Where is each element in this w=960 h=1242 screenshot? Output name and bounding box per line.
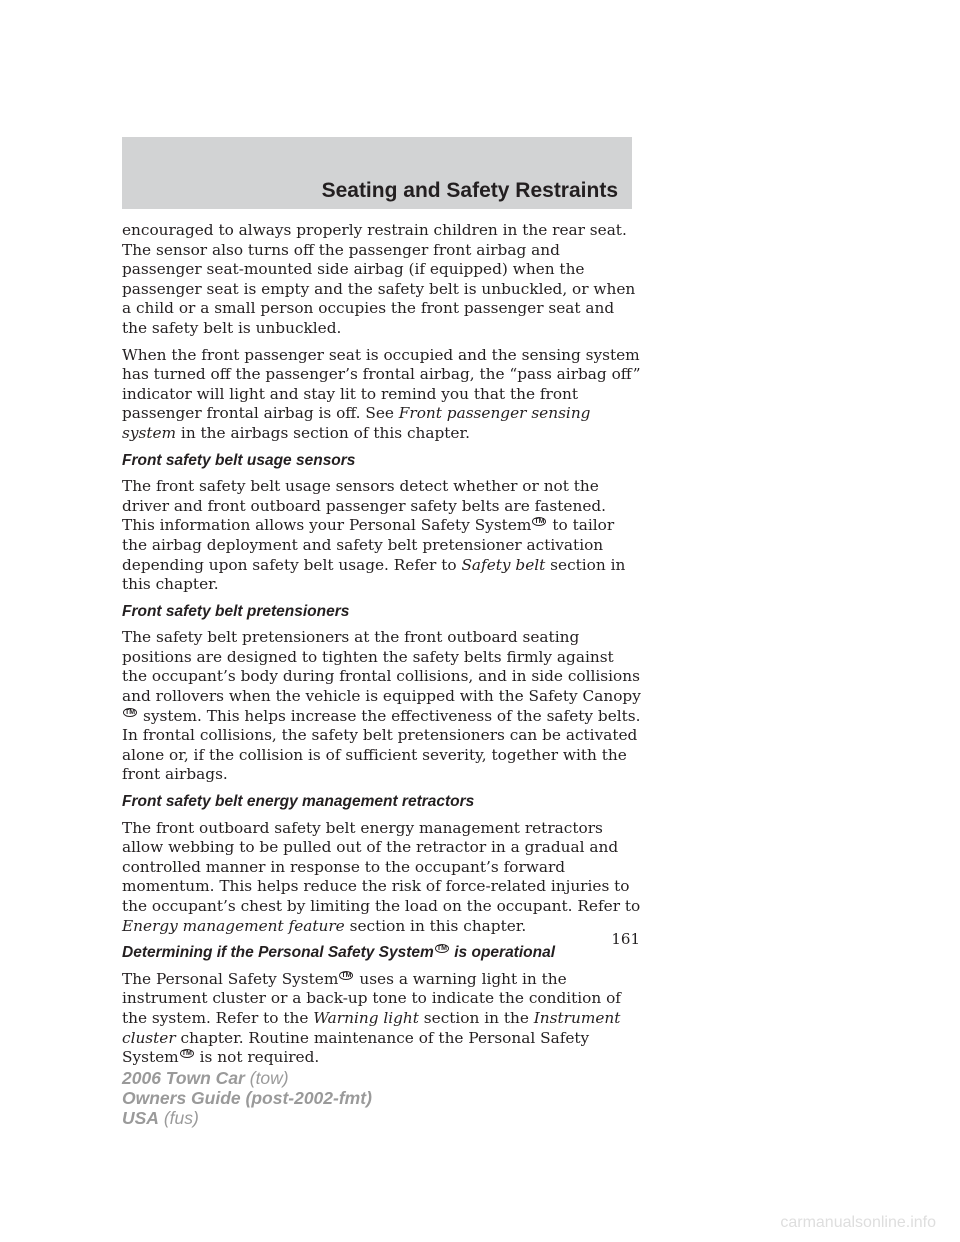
cross-reference-link[interactable]: Energy management feature — [122, 916, 345, 935]
trademark-icon: TM — [436, 945, 447, 953]
chapter-header-band — [122, 137, 632, 209]
section-heading-pretensioners: Front safety belt pretensioners — [122, 602, 350, 620]
paragraph-operational: The Personal Safety System TM uses a warning light in the instrument cluster or a back-up tone to indicate the condition of the system. Refer to the Warning light section in the Instrument cluster chapter. Routine maintenance of the Personal Safety System TM is not required. — [122, 969, 621, 1067]
trademark-icon: TM — [125, 708, 136, 716]
section-heading-usage-sensors: Front safety belt usage sensors — [122, 451, 356, 469]
footer-line-guide: Owners Guide (post-2002-fmt) — [122, 1088, 372, 1108]
page-number: 161 — [611, 930, 640, 948]
chapter-title: Seating and Safety Restraints — [321, 179, 618, 202]
trademark-icon: TM — [341, 971, 352, 979]
trademark-icon: TM — [534, 518, 545, 526]
section-heading-retractors: Front safety belt energy management retractors — [122, 793, 475, 811]
paragraph-usage-sensors: The front safety belt usage sensors detect whether or not the driver and front outboard passenger safety belts are fastened. This information allows your Personal Safety System TM to tailor the airbag deployment and safety belt pretensioner activation depending upon safety belt usage. Refer to Safety belt section in this chapter. — [122, 477, 626, 594]
paragraph-pass-airbag-off: When the front passenger seat is occupied and the sensing system has turned off the passenger’s frontal airbag, the “pass airbag off” indicator will light and stay lit to remind you that the front passenger frontal airbag is off. See Front passenger sensing system in the airbags section of this chapter. — [122, 345, 641, 442]
cross-reference-link[interactable]: Warning light — [313, 1008, 419, 1027]
paragraph-sensor-intro: encouraged to always properly restrain children in the rear seat. The sensor also turns off the passenger front airbag and passenger seat-mounted side airbag (if equipped) when the passenger seat is empty and the safety belt is unbuckled, or when a child or a small person occupies the front passenger seat and the safety belt is unbuckled. — [122, 221, 636, 337]
footer-line-model: 2006 Town Car (tow) — [122, 1068, 289, 1088]
cross-reference-link[interactable]: Front passenger sensing system — [122, 404, 591, 442]
paragraph-pretensioners: The safety belt pretensioners at the front outboard seating positions are designed to tighten the safety belts firmly against the occupant’s body during frontal collisions, and in side collisions and rollovers when the vehicle is equipped with the Safety CanopyTM system. This helps increase the effectiveness of the safety belts. In frontal collisions, the safety belt pretensioners can be activated alone or, if the collision is of sufficient severity, together with the front airbags. — [122, 628, 641, 784]
trademark-icon: TM — [181, 1050, 192, 1058]
document-footer — [122, 1068, 372, 1128]
site-watermark: carmanualsonline.info — [780, 1214, 936, 1231]
footer-line-region: USA (fus) — [122, 1108, 199, 1128]
cross-reference-link[interactable]: Instrument cluster — [122, 1008, 621, 1047]
section-heading-operational: Determining if the Personal Safety System TM is operational — [122, 944, 556, 962]
paragraph-retractors: The front outboard safety belt energy management retractors allow webbing to be pulled out of the retractor in a gradual and controlled manner in response to the occupant’s forward momentum. This helps reduce the risk of force-related injuries to the occupant’s chest by limiting the load on the occupant. Refer to Energy management feature section in this chapter. — [122, 818, 641, 935]
page-body — [122, 221, 642, 1075]
cross-reference-link[interactable]: Safety belt — [461, 555, 546, 574]
